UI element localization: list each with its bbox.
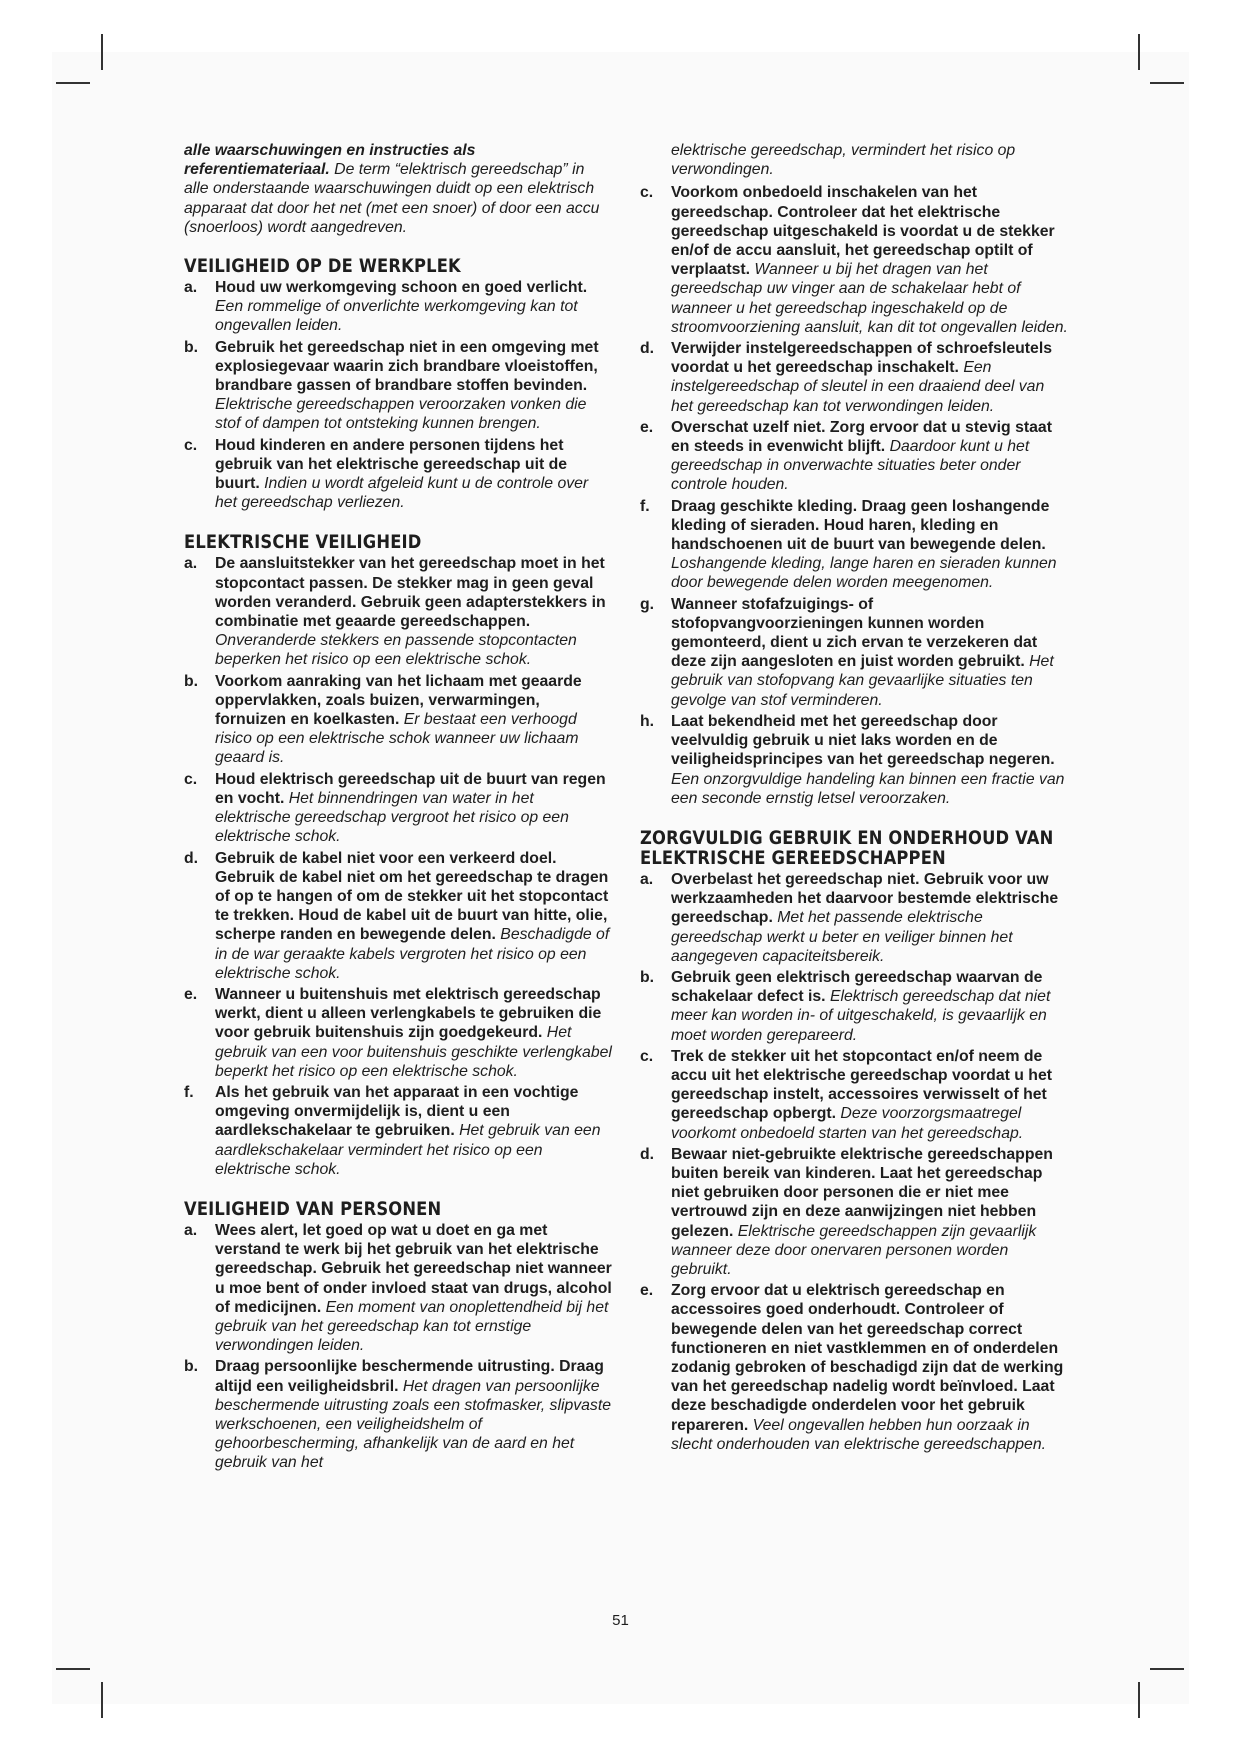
item-instruction: Overschat uzelf niet. Zorg ervoor dat u stevig staat en steeds in evenwicht blijft. (671, 418, 1052, 456)
item-instruction: Houd elektrisch gereedschap uit de buurt van regen en vocht. (215, 770, 606, 807)
list-item (640, 595, 1068, 710)
item-explanation: Veel ongevallen hebben hun oorzaak in slecht onderhouden van elektrische gereedschappen. (671, 1416, 1046, 1453)
crop-mark (56, 1668, 90, 1670)
item-instruction: Houd uw werkomgeving schoon en goed verlicht. (215, 279, 588, 297)
continuation-text (640, 141, 1068, 179)
list-item (184, 338, 612, 434)
item-instruction: Wees alert, let goed op wat u doet en ga met verstand te werk bij het gebruik van het elektrische gereedschap. Gebruik het gereedschap niet wanneer u moe bent of onder invloed staat van drugs, alcohol of medicijnen. (215, 1221, 612, 1316)
list-item (640, 870, 1068, 966)
item-instruction: Gebruik de kabel niet voor een verkeerd doel. Gebruik de kabel niet om het gereedschap te dragen of op te hangen of om de stekker uit het stopcontact te trekken. Houd de kabel uit de buurt van hitte, olie, scherpe randen en bewegende delen. (215, 849, 609, 944)
crop-mark (1138, 1682, 1140, 1718)
item-explanation: Elektrisch gereedschap dat niet meer kan worden in- of uitgeschakeld, is gevaarlijk en moet worden gerepareerd. (671, 988, 1051, 1044)
list-item (184, 1357, 612, 1472)
item-marker: b. (184, 1358, 199, 1376)
list-item (184, 1083, 612, 1179)
item-marker: a. (184, 1221, 198, 1239)
item-instruction: Zorg ervoor dat u elektrisch gereedschap en accessoires goed onderhoudt. Controleer of bewegende delen van het gereedschap correct functioneren en niet vastklemmen en of onderdelen zodanig gebroken of beschadigd zijn dat de werking van het gereedschap nadelig wordt beïnvloed. Laat deze beschadigde onderdelen voor het gebruik repareren. (671, 1282, 1064, 1434)
item-marker: b. (184, 672, 199, 690)
item-explanation: Een rommelige of onverlichte werkomgeving kan tot ongevallen leiden. (215, 298, 578, 335)
item-explanation: Deze voorzorgsmaatregel voorkomt onbedoeld starten van het gereedschap. (671, 1105, 1024, 1142)
list-item (640, 712, 1068, 808)
item-explanation: Elektrische gereedschappen veroorzaken vonken die stof of dampen tot ontsteking kunnen brengen. (215, 396, 587, 433)
list-item (640, 183, 1068, 337)
item-marker: b. (640, 968, 655, 986)
item-explanation: Het gebruik van een aardlekschakelaar vermindert het risico op een elektrische schok. (215, 1122, 601, 1178)
item-marker: e. (640, 1282, 654, 1300)
crop-mark (56, 82, 90, 84)
crop-mark (101, 34, 103, 70)
list-item (640, 1145, 1068, 1279)
item-explanation: Een moment van onoplettendheid bij het gebruik van het gereedschap kan tot ernstige verwondingen leiden. (215, 1298, 609, 1355)
item-explanation: Daardoor kunt u het gereedschap in onverwachte situaties beter onder controle houden. (671, 438, 1030, 494)
item-marker: d. (184, 849, 199, 867)
item-marker: f. (640, 497, 650, 515)
item-explanation: Het gebruik van een voor buitenshuis geschikte verlengkabel beperkt het risico op een elektrische schok. (215, 1024, 612, 1080)
intro-paragraph (184, 141, 612, 237)
crop-mark (1138, 34, 1140, 70)
item-explanation: Loshangende kleding, lange haren en sieraden kunnen door bewegende delen worden meegenomen. (671, 555, 1057, 592)
list-item (184, 1221, 612, 1355)
crop-mark (1150, 1668, 1184, 1670)
item-instruction: Bewaar niet-gebruikte elektrische gereedschappen buiten bereik van kinderen. Laat het gereedschap niet gebruiken door personen die er niet mee vertrouwd zijn en deze aanwijzingen niet hebben gelezen. (671, 1145, 1053, 1240)
item-instruction: Voorkom aanraking van het lichaam met geaarde oppervlakken, zoals buizen, verwarmingen, fornuizen en koelkasten. (215, 672, 582, 729)
item-explanation: Met het passende elektrische gereedschap werkt u beter en veiliger binnen het aangegeven capaciteitsbereik. (671, 909, 1013, 965)
section-title-line2: ELEKTRISCHE GEREEDSCHAPPEN (640, 846, 946, 869)
list-item (640, 1047, 1068, 1143)
list-item (184, 436, 612, 513)
section-workplace-safety (184, 256, 612, 512)
item-instruction: Wanneer u buitenshuis met elektrisch gereedschap werkt, dient u alleen verlengkabels te gebruiken die voor gebruik buitenshuis zijn goedgekeurd. (215, 985, 602, 1042)
item-marker: d. (640, 1145, 655, 1163)
list-item (184, 770, 612, 847)
item-explanation: Het gebruik van stofopvang kan gevaarlijke situaties ten gevolge van stof verminderen. (671, 653, 1054, 709)
list-item (640, 497, 1068, 593)
section-title: ELEKTRISCHE VEILIGHEID (184, 531, 422, 554)
item-instruction: Gebruik het gereedschap niet in een omgeving met explosiegevaar waarin zich brandbare vloeistoffen, brandbare gassen of brandbare stoffen bevinden. (215, 338, 599, 395)
item-explanation: Een instelgereedschap of sleutel in een draaiend deel van het gereedschap kan tot verwondingen leiden. (671, 359, 1045, 415)
section-title (640, 826, 1054, 869)
crop-mark (1150, 82, 1184, 84)
item-marker: c. (640, 1047, 654, 1065)
item-marker: d. (640, 340, 655, 358)
item-marker: b. (184, 338, 199, 356)
item-instruction: Verwijder instelgereedschappen of schroefsleutels voordat u het gereedschap inschakelt. (671, 340, 1053, 377)
item-instruction: Laat bekendheid met het gereedschap door veelvuldig gebruik u niet laks worden en de veiligheidsprincipes van het gereedschap negeren. (671, 712, 1055, 769)
item-instruction: Houd kinderen en andere personen tijdens het gebruik van het elektrische gereedschap uit de buurt. (215, 436, 568, 493)
section-tool-use-and-care (640, 828, 1068, 1454)
left-column (184, 141, 612, 1493)
item-instruction: Trek de stekker uit het stopcontact en/of neem de accu uit het elektrische gereedschap voordat u het gereedschap instelt, accessoires verwisselt of het gereedschap opbergt. (671, 1047, 1052, 1123)
item-marker: g. (640, 595, 655, 613)
crop-mark (101, 1682, 103, 1718)
item-marker: a. (640, 870, 654, 888)
page-number: 51 (612, 1612, 629, 1629)
item-instruction: Draag geschikte kleding. Draag geen loshangende kleding of sieraden. Houd haren, kleding en handschoenen uit de buurt van bewegende delen. (671, 497, 1050, 554)
list-item (640, 968, 1068, 1045)
section-title: VEILIGHEID OP DE WERKPLEK (184, 255, 461, 278)
item-instruction: Wanneer stofafzuigings- of stofopvangvoorzieningen kunnen worden gemonteerd, dient u zich ervan te verzekeren dat deze zijn aangesloten en juist worden gebruikt. (671, 595, 1038, 671)
item-explanation: Een onzorgvuldige handeling kan binnen een fractie van een seconde ernstig letsel veroorzaken. (671, 770, 1065, 807)
item-explanation: Beschadigde of in de war geraakte kabels vergroten het risico op een elektrische schok. (215, 926, 610, 982)
item-marker: h. (640, 712, 655, 730)
item-instruction: Draag persoonlijke beschermende uitrusting. Draag altijd een veiligheidsbril. (215, 1358, 604, 1395)
item-marker: c. (640, 184, 654, 202)
intro-lead: alle waarschuwingen en instructies als referentiemateriaal. (184, 142, 476, 179)
item-instruction: Voorkom onbedoeld inschakelen van het gereedschap. Controleer dat het elektrische gereedschap uitgeschakeld is voordat u de stekker en/of de accu aansluit, het gereedschap optilt of verplaatst. (671, 184, 1055, 279)
list-item (184, 849, 612, 983)
list-item (184, 985, 612, 1081)
list-item (640, 1281, 1068, 1454)
item-explanation: Het dragen van persoonlijke beschermende uitrusting zoals een stofmasker, slipvaste werkschoenen, een veiligheidshelm of gehoorbescherming, afhankelijk van de aard en het gebruik van het (215, 1377, 612, 1472)
item-instruction: De aansluitstekker van het gereedschap moet in het stopcontact passen. De stekker mag in geen geval worden veranderd. Gebruik geen adapterstekkers in combinatie met geaarde gereedschappen. (215, 555, 606, 631)
section-title: VEILIGHEID VAN PERSONEN (184, 1197, 442, 1220)
section-personal-safety (184, 1199, 612, 1473)
list-item (184, 278, 612, 336)
section-title-line1: ZORGVULDIG GEBRUIK EN ONDERHOUD VAN (640, 826, 1054, 849)
list-item (640, 418, 1068, 495)
item-marker: f. (184, 1083, 194, 1101)
item-explanation: Onveranderde stekkers en passende stopcontacten beperken het risico op een elektrische schok. (215, 632, 577, 669)
item-explanation: Wanneer u bij het dragen van het gereedschap uw vinger aan de schakelaar hebt of wanneer u het gereedschap ingeschakeld op de stroomvoorziening aansluit, kan dit tot ongevallen leiden. (671, 261, 1068, 336)
item-marker: e. (184, 985, 198, 1003)
item-marker: a. (184, 555, 198, 573)
list-item (184, 554, 612, 669)
item-instruction: Gebruik geen elektrisch gereedschap waarvan de schakelaar defect is. (671, 968, 1043, 1006)
item-instruction: Als het gebruik van het apparaat in een vochtige omgeving onvermijdelijk is, dient u een aardlekschakelaar te gebruiken. (215, 1083, 579, 1140)
item-marker: c. (184, 770, 198, 788)
intro-text: De term “elektrisch gereedschap” in alle onderstaande waarschuwingen duidt op een elektrisch apparaat dat door het net (met een snoer) of door een accu (snoerloos) wordt aangedreven. (184, 161, 600, 236)
item-explanation: Indien u wordt afgeleid kunt u de controle over het gereedschap verliezen. (215, 475, 589, 512)
item-marker: e. (640, 418, 654, 436)
item-marker: c. (184, 436, 198, 454)
item-instruction: Overbelast het gereedschap niet. Gebruik voor uw werkzaamheden het daarvoor bestemde elektrische gereedschap. (671, 870, 1059, 927)
item-explanation: Elektrische gereedschappen zijn gevaarlijk wanneer deze door onervaren personen worden gebruikt. (671, 1222, 1037, 1278)
list-item (184, 672, 612, 768)
list-item (640, 339, 1068, 416)
item-explanation: Er bestaat een verhoogd risico op een elektrische schok wanneer uw lichaam geaard is. (215, 711, 579, 767)
item-marker: a. (184, 279, 198, 297)
continuation-explanation: elektrische gereedschap, vermindert het risico op verwondingen. (671, 142, 1016, 179)
right-column (640, 141, 1068, 1474)
section-personal-safety-continued (640, 183, 1068, 808)
section-electrical-safety (184, 532, 612, 1179)
item-explanation: Het binnendringen van water in het elektrische gereedschap vergroot het risico op een elektrische schok. (215, 789, 569, 846)
